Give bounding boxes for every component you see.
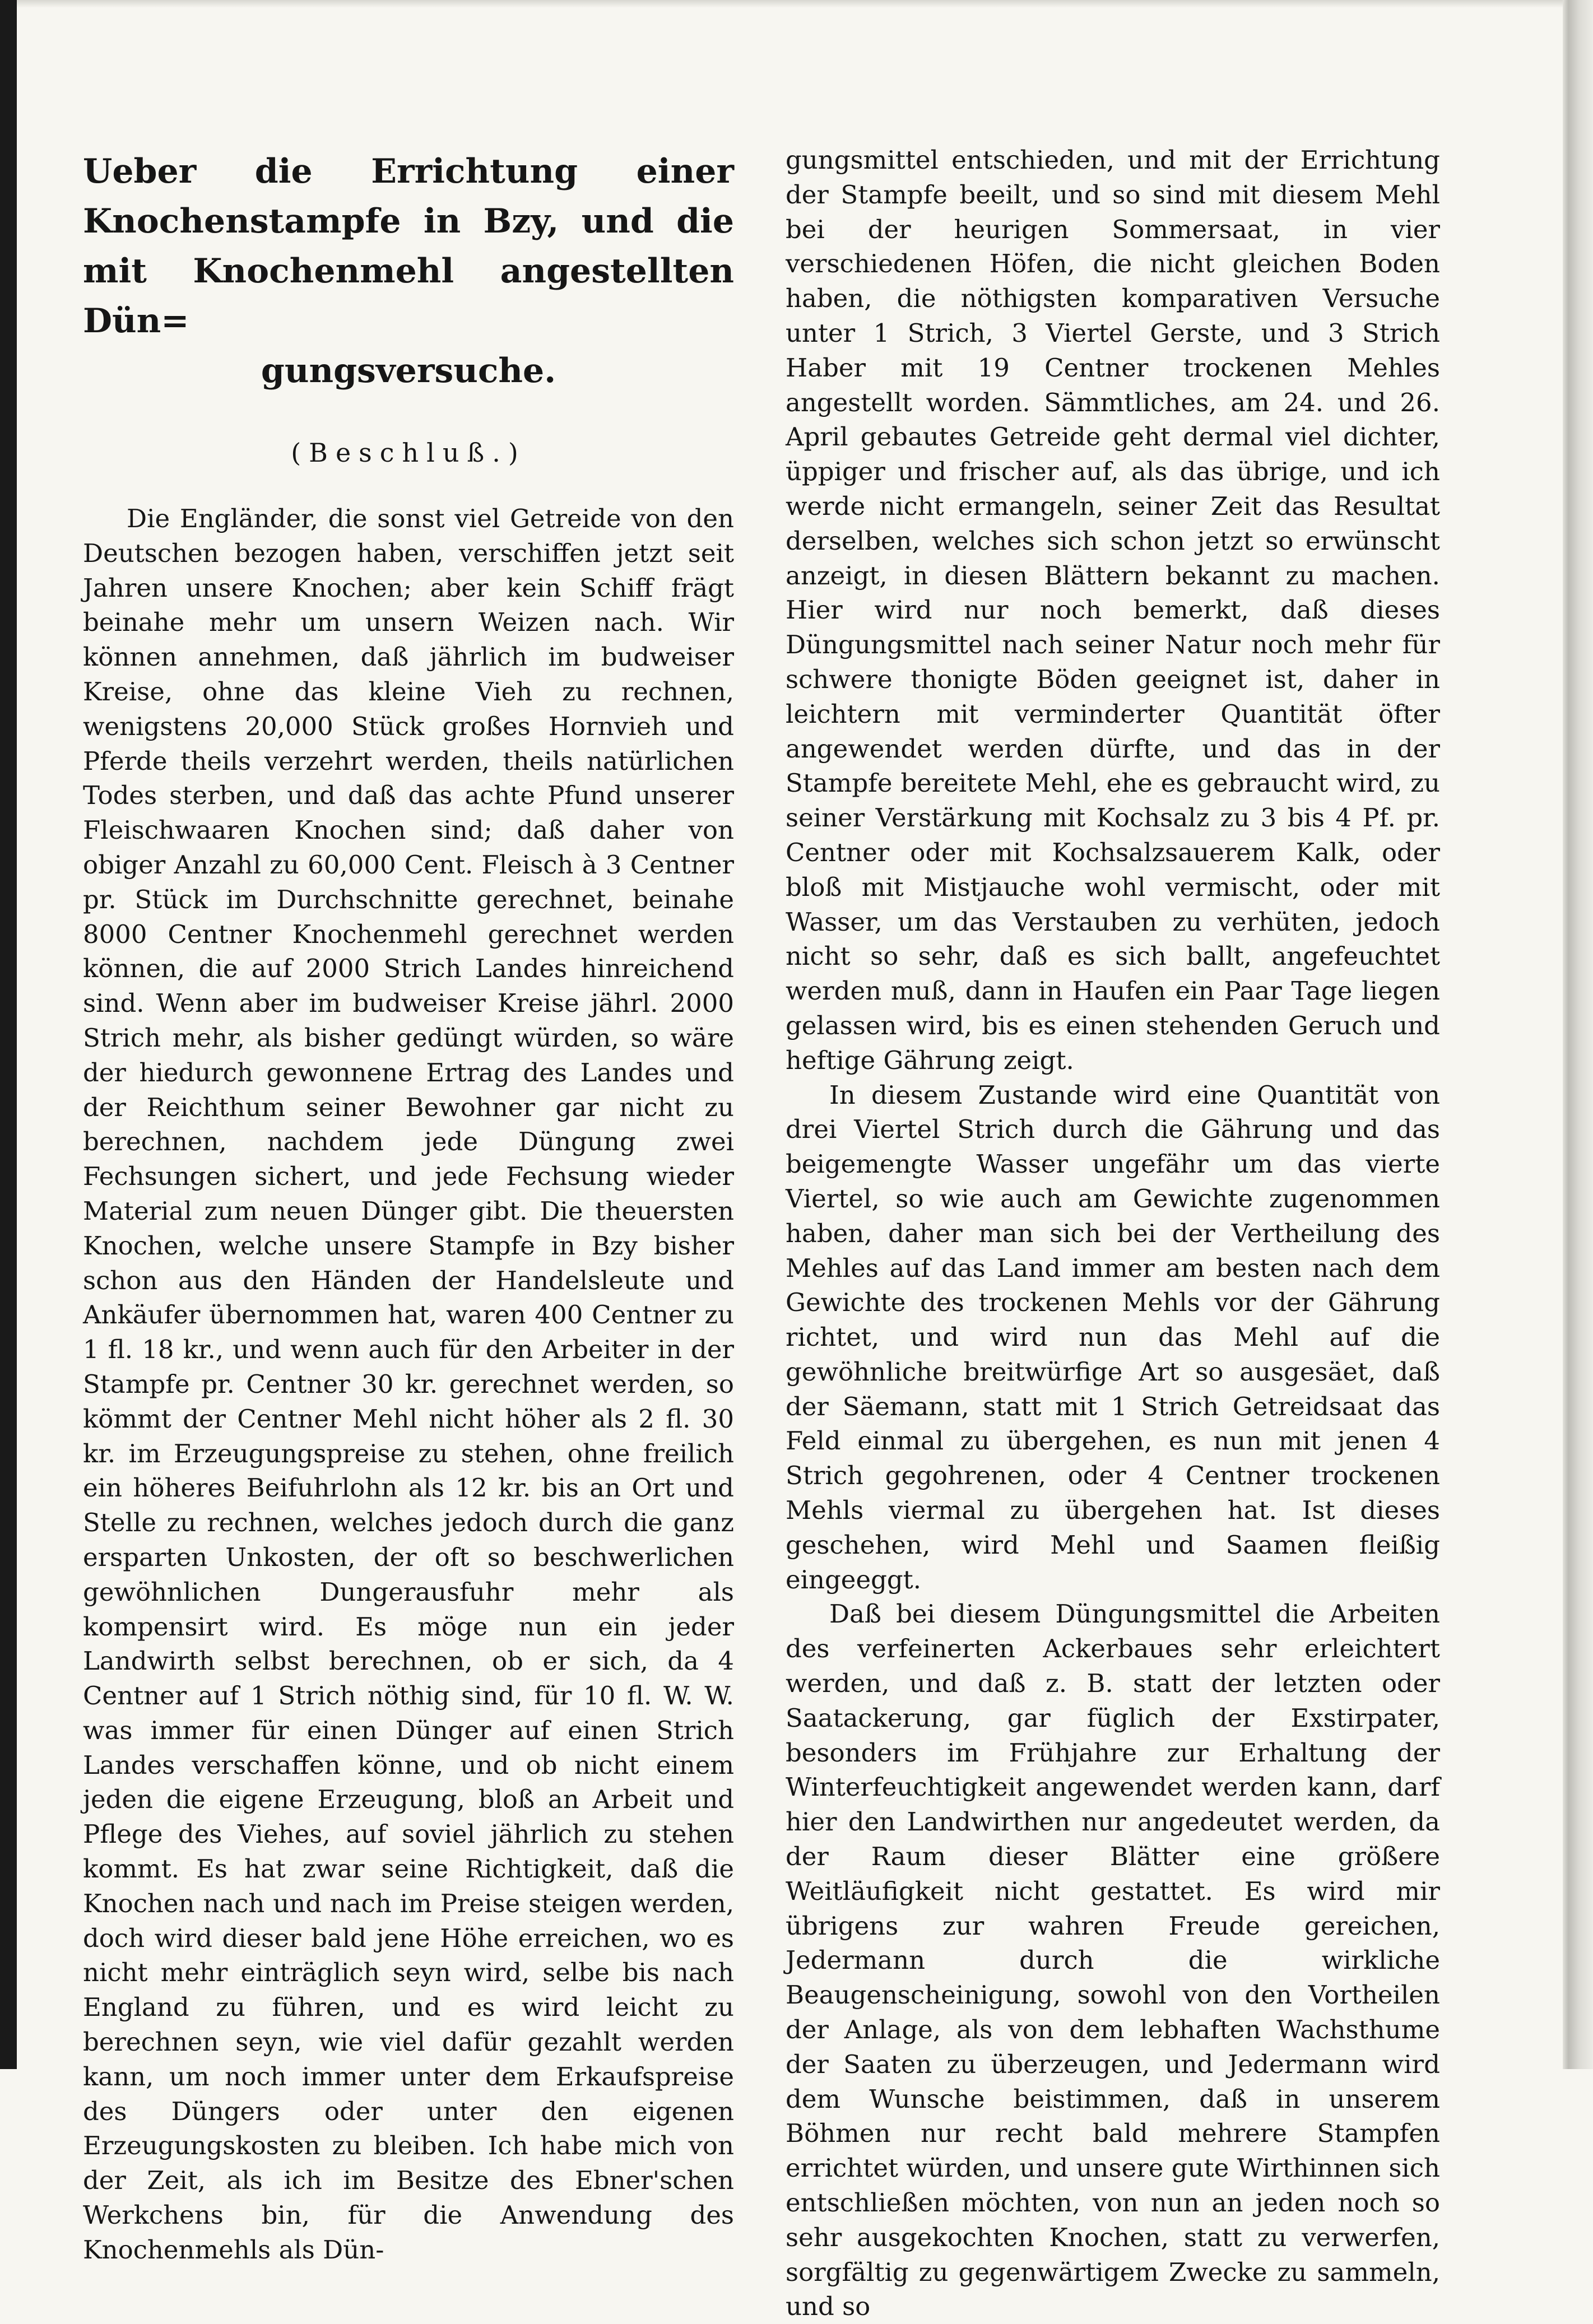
article-title: Ueber die Errichtung einer Knochenstampfe in Bzy, und die mit Knochenmehl angestellten Dün= xyxy=(83,152,734,341)
paragraph: Daß bei diesem Düngungsmittel die Arbeiten des verfeinerten Ackerbaues sehr erleichtert werden, und daß z. B. statt der letzten oder Saatackerung, gar füglich der Exstirpater, besonders im Frühjahre zur Erhaltung der Winterfeuchtigkeit angewendet werden kann, darf hier den Landwirthen nur angedeutet werden, da der Raum dieser Blätter eine größere Weitläufigkeit nicht gestattet. Es wird mir übrigens zur wahren Freude gereichen, Jedermann durch die wirkliche Beaugenscheinigung, sowohl von den Vortheilen der Anlage, als von dem lebhaften Wachsthume der Saaten zu überzeugen, und Jedermann wird dem Wunsche beistimmen, daß in unserem Böhmen nur recht bald mehrere Stampfen errichtet würden, und unsere gute Wirthinnen sich entschließen möchten, von nun an jeden noch so sehr ausgekochten Knochen, statt zu verwerfen, sorgfältig zu gegenwärtigem Zwecke zu sammeln, und so xyxy=(786,1599,1440,2322)
page-right-edge xyxy=(1563,0,1593,2069)
page-binding-edge xyxy=(0,0,17,2069)
paragraph: Die Engländer, die sonst viel Getreide von den Deutschen bezogen haben, verschiffen jetzt seit Jahren unsere Knochen; aber kein Schiff frägt beinahe mehr um unsern Weizen nach. Wir können annehmen, daß jährlich im budweiser Kreise, ohne das kleine Vieh zu rechnen, wenigstens 20,000 Stück großes Hornvieh und Pferde theils verzehrt werden, theils natürlichen Todes sterben, und daß das achte Pfund unserer Fleischwaaren Knochen sind; daß daher von obiger Anzahl zu 60,000 Cent. Fleisch à 3 Centner pr. Stück im Durchschnitte gerechnet, beinahe 8000 Centner Knochenmehl gerechnet werden können, die auf 2000 Strich Landes hinreichend sind. Wenn aber im budweiser Kreise jährl. 2000 Strich mehr, als bisher gedüngt würden, so wäre der hiedurch gewonnene Ertrag des Landes und der Reichthum seiner Bewohner gar nicht zu berechnen, nachdem jede Düngung zwei Fechsungen sichert, und jede Fechsung wieder Material zum neuen Dünger gibt. Die theuersten Knochen, welche unsere Stampfe in Bzy bisher schon aus den Händen der Handelsleute und Ankäufer übernommen hat, waren 400 Centner zu 1 fl. 18 kr., und wenn auch für den Arbeiter in der Stampfe pr. Centner 30 kr. gerechnet werden, so kömmt der Centner Mehl nicht höher als 2 fl. 30 kr. im Erzeugungspreise zu stehen, ohne freilich ein höheres Beifuhrlohn als 12 kr. bis an Ort und Stelle zu rechnen, welches jedoch durch die ganz ersparten Unkosten, der oft so beschwerlichen gewöhnlichen Dungerausfuhr mehr als kompensirt wird. Es möge nun ein jeder Landwirth selbst berechnen, ob er sich, da 4 Centner auf 1 Strich nöthig sind, für 10 fl. W. W. was immer für einen Dünger auf einen Strich Landes verschaffen könne, und ob nicht einem jeden die eigene Erzeugung, bloß an Arbeit und Pflege des Viehes, auf soviel jährlich zu stehen kommt. Es hat zwar seine Richtigkeit, daß die Knochen nach und nach im Preise steigen werden, doch wird dieser bald jene Höhe erreichen, wo es nicht mehr einträglich seyn wird, selbe bis nach England zu führen, und es wird leicht zu berechnen seyn, wie viel dafür gezahlt werden kann, um noch immer unter dem Erkaufspreise des Düngers oder unter den eigenen Erzeugungskosten zu bleiben. Ich habe mich von der Zeit, als ich im Besitze des Ebner'schen Werkchens bin, für die Anwendung des Knochenmehls als Dün- xyxy=(83,504,734,2265)
left-column xyxy=(83,0,734,2267)
section-heading: (Beschluß.) xyxy=(291,438,526,468)
paragraph: In diesem Zustande wird eine Quantität von drei Viertel Strich durch die Gährung und das beigemengte Wasser ungefähr um das vierte Viertel, so wie auch am Gewichte zugenommen haben, daher man sich bei der Vertheilung des Mehles auf das Land immer am besten nach dem Gewichte des trockenen Mehls vor der Gährung richtet, und wird nun das Mehl auf die gewöhnliche breitwürfige Art so ausgesäet, daß der Säemann, statt mit 1 Strich Getreidsaat das Feld einmal zu übergehen, es nun mit jenen 4 Strich gegohrenen, oder 4 Centner trockenen Mehls viermal zu übergehen hat. Ist dieses geschehen, wird Mehl und Saamen fleißig eingeeggt. xyxy=(786,1080,1440,1595)
right-column xyxy=(786,0,1440,2324)
article-title-continuation: gungsversuche. xyxy=(261,351,556,391)
paragraph-continuation: gungsmittel entschieden, und mit der Errichtung der Stampfe beeilt, und so sind mit diesem Mehl bei der heurigen Sommersaat, in vier verschiedenen Höfen, die nicht gleichen Boden haben, die nöthigsten komparativen Versuche unter 1 Strich, 3 Viertel Gerste, und 3 Strich Haber mit 19 Centner trockenen Mehles angestellt worden. Sämmtliches, am 24. und 26. April gebautes Getreide geht dermal viel dichter, üppiger und frischer auf, als das übrige, und ich werde nicht ermangeln, seiner Zeit das Resultat derselben, welches sich schon jetzt so erwünscht anzeigt, in diesen Blättern bekannt zu machen. Hier wird nur noch bemerkt, daß dieses Düngungsmittel nach seiner Natur noch mehr für schwere thonigte Böden geeignet ist, daher in leichtern mit verminderter Quantität öfter angewendet werden dürfte, und das in der Stampfe bereitete Mehl, ehe es gebraucht wird, zu seiner Verstärkung mit Kochsalz zu 3 bis 4 Pf. pr. Centner oder mit Kochsalzsauerem Kalk, oder bloß mit Mistjauche wohl vermischt, oder mit Wasser, um das Verstauben zu verhüten, jedoch nicht so sehr, daß es sich ballt, angefeuchtet werden muß, dann in Haufen ein Paar Tage liegen gelassen wird, bis es einen stehenden Geruch und heftige Gährung zeigt. xyxy=(786,145,1440,1075)
